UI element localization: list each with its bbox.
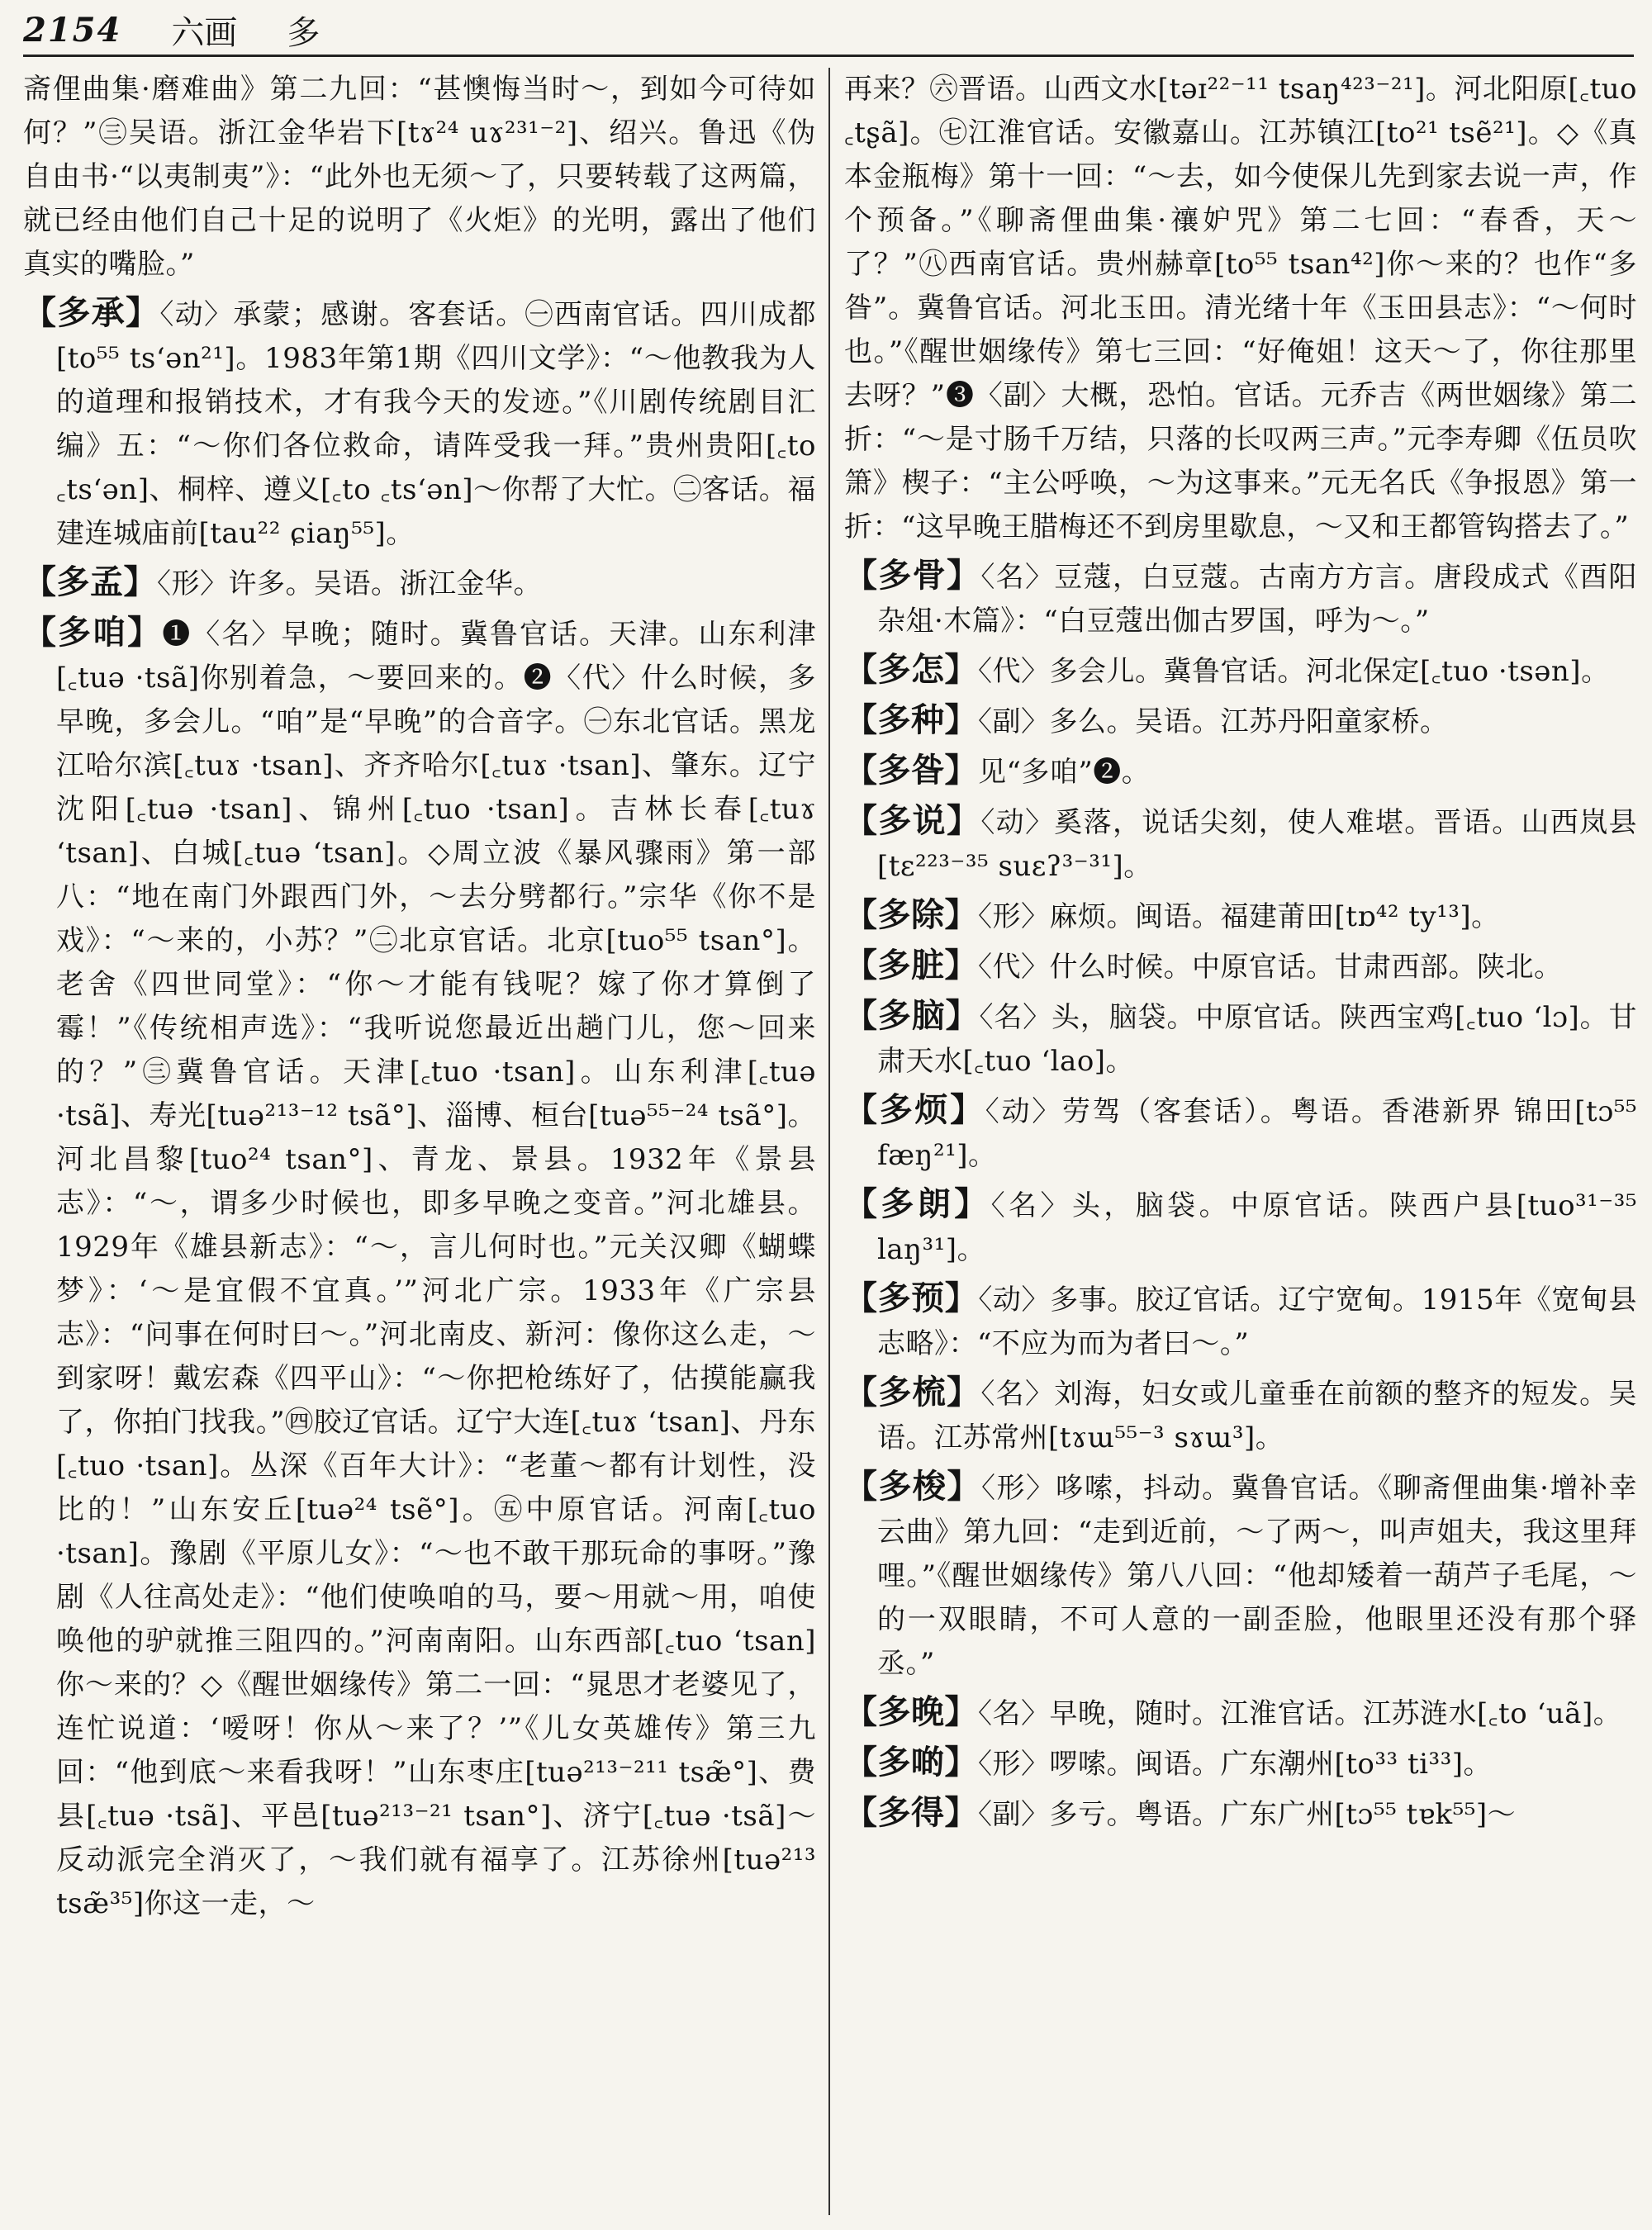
- dictionary-entry: [844, 1741, 1637, 1786]
- dictionary-entry: [23, 611, 816, 1926]
- entry-text: 斋俚曲集·磨难曲》第二九回：“甚懊悔当时～，到如今可待如何？”㊂吴语。浙江金华岩下[tɤ²⁴ uɤ²³¹⁻²]、绍兴。鲁迅《伪自由书·“以夷制夷”》：“此外也无须～了，只要转载了这两篇，就已经由他们自己十足的说明了《火炬》的光明，露出了他们真实的嘴脸。”: [23, 73, 816, 281]
- entry-text: 〈形〉啰嗦。闽语。广东潮州[to³³ ti³³]。: [978, 1748, 1493, 1781]
- entry-headword: 【多脏】: [844, 947, 978, 985]
- entry-text: 〈动〉劳驾（客套话）。粤语。香港新界 锦田[tɔ⁵⁵ fæŋ²¹]。: [877, 1095, 1637, 1172]
- entry-text: 〈副〉多亏。粤语。广东广州[tɔ⁵⁵ tɐk⁵⁵]～: [978, 1798, 1517, 1831]
- dictionary-entry: [23, 292, 816, 556]
- dictionary-entry: [23, 561, 816, 606]
- entry-text: ❶〈名〉早晚；随时。冀鲁官话。天津。山东利津[꜀tuə ·tsã]你别着急，～要回来的。❷〈代〉什么时候，多早晚，多会儿。“咱”是“早晚”的合音字。㊀东北官话。黑龙江哈尔滨[꜀tuɤ ·tsan]、齐齐哈尔[꜀tuɤ ·tsan]、肇东。辽宁沈阳[꜀tuə ·tsan]、锦州[꜀tuo ·tsan]。吉林长春[꜀tuɤ ʻtsan]、白城[꜀tuə ʻtsan]。◇周立波《暴风骤雨》第一部八：“地在南门外跟西门外，～去分劈都行。”宗华《你不是戏》：“～来的，小苏？”㊁北京官话。北京[tuo⁵⁵ tsan°]。老舍《四世同堂》：“你～才能有钱呢？嫁了你才算倒了霉！”《传统相声选》：“我听说您最近出趟门儿，您～回来的？”㊂冀鲁官话。天津[꜀tuo ·tsan]。山东利津[꜀tuə ·tsã]、寿光[tuə²¹³⁻¹² tsã°]、淄博、桓台[tuə⁵⁵⁻²⁴ tsã°]。河北昌黎[tuo²⁴ tsan°]、青龙、景县。1932年《景县志》：“～，谓多少时候也，即多早晚之变音。”河北雄县。1929年《雄县新志》：“～，言儿何时也。”元关汉卿《蝴蝶梦》：‘～是宜假不宜真。’”河北广宗。1933年《广宗县志》：“问事在何时曰～。”河北南皮、新河：像你这么走，～到家呀！戴宏森《四平山》：“～你把枪练好了，估摸能赢我了，你拍门找我。”㊃胶辽官话。辽宁大连[꜀tuɤ ʻtsan]、丹东[꜀tuo ·tsan]。丛深《百年大计》：“老董～都有计划性，没比的！”山东安丘[tuə²⁴ tsẽ°]。㊄中原官话。河南[꜀tuo ·tsan]。豫剧《平原儿女》：“～也不敢干那玩命的事呀。”豫剧《人往高处走》：“他们使唤咱的马，要～用就～用，咱使唤他的驴就推三阻四的。”河南南阳。山东西部[꜀tuo ʻtsan]你～来的？◇《醒世姻缘传》第二一回：“晁思才老婆见了，连忙说道：‘嗳呀！你从～来了？’”《儿女英雄传》第三九回：“他到底～来看我呀！”山东枣庄[tuə²¹³⁻²¹¹ tsæ̃°]、费县[꜀tuə ·tsã]、平邑[tuə²¹³⁻²¹ tsan°]、济宁[꜀tuə ·tsã]～反动派完全消灭了，～我们就有福享了。江苏徐州[tuə²¹³ tsæ̃³⁵]你这一走，～: [56, 618, 816, 1920]
- entry-text: 〈动〉承蒙；感谢。客套话。㊀西南官话。四川成都[to⁵⁵ tsʻən²¹]。1983年第1期《四川文学》：“～他教我为人的道理和报销技术，才有我今天的发迹。”《川剧传统剧目汇编》五：“～你们各位救命，请阵受我一拜。”贵州贵阳[꜀to ꜀tsʻən]、桐梓、遵义[꜀to ꜀tsʻən]～你帮了大忙。㊁客话。福建连城庙前[tau²² ɕiaŋ⁵⁵]。: [56, 298, 816, 550]
- dictionary-entry: [844, 1089, 1637, 1178]
- entry-headword: 【多预】: [844, 1279, 979, 1317]
- dictionary-entry: [844, 1277, 1637, 1366]
- entry-headword: 【多除】: [844, 896, 978, 934]
- column-divider: [828, 68, 830, 2215]
- header-character: 多: [287, 13, 320, 52]
- entry-text: 〈形〉哆嗦，抖动。冀鲁官话。《聊斋俚曲集·增补幸云曲》第九回：“走到近前，～了两～，叫声姐夫，我这里拜哩。”《醒世姻缘传》第八八回：“他却矮着一葫芦子毛尾，～的一双眼睛，不可人意的一副歪脸，他眼里还没有那个驿丞。”: [877, 1472, 1637, 1680]
- entry-headword: 【多朗】: [844, 1185, 991, 1223]
- entry-continuation: [844, 68, 1637, 549]
- entry-text: 再来？㊅晋语。山西文水[təɪ²²⁻¹¹ tsaŋ⁴²³⁻²¹]。河北阳原[꜀tuo ꜀tʂã]。㊆江淮官话。安徽嘉山。江苏镇江[to²¹ tsẽ²¹]。◇《真本金瓶梅》第十一回：“～去，如今使保儿先到家去说一声，作个预备。”《聊斋俚曲集·禳妒咒》第二七回：“春香，天～了？”㊇西南官话。贵州赫章[to⁵⁵ tsan⁴²]你～来的？也作“多昝”。冀鲁官话。河北玉田。清光绪十年《玉田县志》：“～何时也。”《醒世姻缘传》第七三回：“好俺姐！这天～了，你往那里去呀？”❸〈副〉大概，恐怕。官话。元乔吉《两世姻缘》第二折：“～是寸肠千万结，只落的长叹两三声。”元李寿卿《伍员吹箫》楔子：“主公呼唤，～为这事来。”元无名氏《争报恩》第一折：“这早晚王腊梅还不到房里歇息，～又和王都管钩搭去了。”: [844, 73, 1637, 543]
- entry-text: 〈名〉早晚，随时。江淮官话。江苏涟水[꜀to ʻuã]。: [978, 1697, 1622, 1730]
- dictionary-entry: [844, 699, 1637, 744]
- entry-text: 见“多咱”❷。: [978, 756, 1151, 789]
- dictionary-entry: [844, 994, 1637, 1084]
- entry-headword: 【多怎】: [844, 651, 978, 689]
- entry-headword: 【多骨】: [844, 557, 981, 595]
- entry-text: 〈代〉多会儿。冀鲁官话。河北保定[꜀tuo ·tsən]。: [978, 655, 1610, 688]
- page-number: 2154: [23, 10, 122, 50]
- entry-headword: 【多梳】: [844, 1374, 981, 1412]
- dictionary-entry: [844, 648, 1637, 694]
- dictionary-entry: [844, 1465, 1637, 1686]
- entry-text: 〈代〉什么时候。中原官话。甘肃西部。陕北。: [978, 951, 1563, 984]
- entry-headword: 【多说】: [844, 802, 981, 840]
- entry-text: 〈名〉头，脑袋。中原官话。陕西户县[tuo³¹⁻³⁵ laŋ³¹]。: [877, 1189, 1637, 1266]
- entry-text: 〈名〉头，脑袋。中原官话。陕西宝鸡[꜀tuo ʻlɔ]。甘肃天水[꜀tuo ʻlao]。: [877, 1001, 1637, 1078]
- entry-headword: 【多得】: [844, 1794, 978, 1832]
- entry-headword: 【多孟】: [23, 563, 157, 601]
- entry-headword: 【多承】: [23, 294, 160, 332]
- entry-headword: 【多昝】: [844, 752, 978, 790]
- dictionary-entry: [844, 1371, 1637, 1460]
- dictionary-entry: [844, 944, 1637, 989]
- entry-text: 〈动〉多事。胶辽官话。辽宁宽甸。1915年《宽甸县志略》：“不应为而为者曰～。”: [877, 1283, 1637, 1360]
- entry-headword: 【多晚】: [844, 1693, 978, 1731]
- dictionary-entry: [844, 749, 1637, 795]
- entry-headword: 【多咱】: [23, 614, 163, 652]
- entry-continuation: [23, 68, 816, 287]
- section-label: 六画: [171, 13, 238, 52]
- right-column: [844, 68, 1637, 2215]
- entry-headword: 【多啲】: [844, 1744, 978, 1782]
- dictionary-entry: [844, 554, 1637, 643]
- dictionary-entry: [844, 799, 1637, 889]
- entry-text: 〈动〉奚落，说话尖刻，使人难堪。晋语。山西岚县[tɛ²²³⁻³⁵ suɛʔ³⁻³¹]。: [877, 806, 1637, 883]
- dictionary-entry: [844, 894, 1637, 939]
- page-header: [23, 5, 1634, 55]
- entry-headword: 【多梭】: [844, 1468, 982, 1506]
- entry-text: 〈名〉豆蔻，白豆蔻。古南方方言。唐段成式《酉阳杂俎·木篇》：“白豆蔻出伽古罗国，呼为～。”: [877, 561, 1637, 638]
- entry-text: 〈副〉多么。吴语。江苏丹阳童家桥。: [978, 705, 1449, 738]
- entry-text: 〈名〉刘海，妇女或儿童垂在前额的整齐的短发。吴语。江苏常州[tɤɯ⁵⁵⁻³ sɤɯ³]。: [877, 1378, 1637, 1454]
- dictionary-entry: [844, 1691, 1637, 1736]
- entry-headword: 【多烦】: [844, 1091, 985, 1129]
- dictionary-entry: [844, 1791, 1637, 1837]
- dictionary-entry: [844, 1183, 1637, 1272]
- entry-headword: 【多脑】: [844, 997, 980, 1035]
- entry-text: 〈形〉许多。吴语。浙江金华。: [157, 567, 542, 600]
- entry-headword: 【多种】: [844, 701, 978, 739]
- header-rule: [23, 55, 1634, 57]
- left-column: [23, 68, 816, 2215]
- entry-text: 〈形〉麻烦。闽语。福建莆田[tɒ⁴² ty¹³]。: [978, 900, 1500, 933]
